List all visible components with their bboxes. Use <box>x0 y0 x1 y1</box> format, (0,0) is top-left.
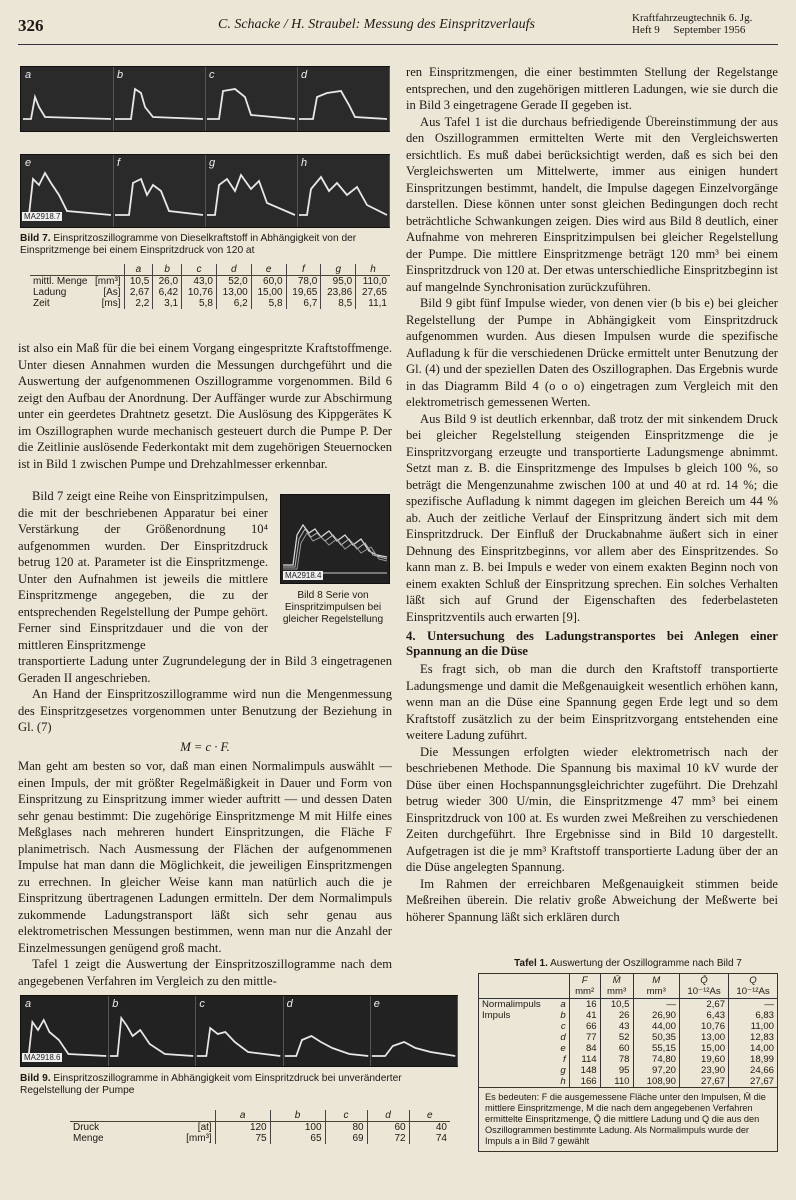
figure-9-panel-b <box>108 996 196 1066</box>
figure-9-oscillograms <box>20 995 458 1067</box>
right-column <box>406 64 778 925</box>
table-row <box>479 1032 777 1043</box>
figure-7-panel-f <box>113 155 206 227</box>
tafel-cell: 114 <box>569 1054 600 1065</box>
tafel-cell: 23,90 <box>680 1065 729 1076</box>
tafel-row-label: d <box>560 1032 566 1043</box>
figure-7-table-cell: 5,8 <box>182 298 217 309</box>
figure-9-table-column-header: d <box>367 1110 409 1122</box>
tafel-row-label: Impuls b <box>482 1010 566 1021</box>
figure-7-caption-text: Einspritzoszillogramme von Dieselkraftstoff in Abhängigkeit von der Einspritzmenge bei einem Einspritzdruck von 120 at <box>20 233 357 256</box>
tafel-cell: 77 <box>569 1032 600 1043</box>
figure-9-table-row-label: Menge [mm³] <box>73 1133 212 1144</box>
paragraph: Aus Tafel 1 ist die durchaus befriedigende Übereinstimmung der aus den Oszillogrammen ermittelten Werte mit den Vergleichswerten ersichtlich. Es muß dabei berücksichtigt werden, daß es sich bei den Vergleichswerten um Mittelwerte, immer aus einigen hundert Einspritzungen bestimmt, handelt, die Impulse dagegen Einzelvorgänge darstellen. Diese können unter sonst gleichen Bedingungen doch recht beträchtliche Schwankungen zeigen. Dies wird aus Bild 8 deutlich, einer Aufnahme von mehreren Einspritzimpulsen bei gleicher Regelstellung der Pumpe. Die mittlere Einspritzmenge beträgt 120 mm³ bei einem Einspritzdruck von 120 at. Der etwas unterschiedliche Einspritzbeginn ist auf mangelnde Synchronisation zurückzuführen. <box>406 114 778 294</box>
figure-7-table-cell: 60,0 <box>251 276 286 288</box>
figure-7-table-cell: 110,0 <box>356 276 390 288</box>
table-row <box>479 999 777 1011</box>
figure-7-table-cell: 6,2 <box>216 298 251 309</box>
figure-7-table-cell: 52,0 <box>216 276 251 288</box>
table-row <box>479 1021 777 1032</box>
figure-8-caption: Bild 8 Serie von Einspritzimpulsen bei gleicher Regelstellung <box>282 590 384 625</box>
tafel-row-label: Normalimpuls a <box>482 999 566 1010</box>
figure-9-panel-label: e <box>373 998 380 1010</box>
tafel-cell: 6,83 <box>729 1010 777 1021</box>
tafel-1-title <box>478 958 778 969</box>
tafel-cell: 2,67 <box>680 999 729 1011</box>
figure-7-panel-label: a <box>25 69 32 81</box>
figure-7-table-row-label: Zeit [ms] <box>33 298 121 309</box>
table-row <box>70 1133 450 1144</box>
figure-9-table-cell: 74 <box>409 1133 450 1144</box>
figure-7-table-column-header: b <box>153 264 182 276</box>
tafel-cell: 26 <box>600 1010 633 1021</box>
tafel-cell: 84 <box>569 1043 600 1054</box>
figure-9-table-column-header: c <box>325 1110 367 1122</box>
figure-7-plate-number: MA2918.7 <box>24 212 61 221</box>
figure-7-table-cell: 78,0 <box>286 276 321 288</box>
paragraph: Bild 9 gibt fünf Impulse wieder, von denen vier (b bis e) bei gleicher Regelstellung der Pumpe in Abhängigkeit vom Einspritzdruck aufgenommen wurden. Aus diesen Impulsen wurde die spezifische Aufladung k für die verschiedenen Drücke ermittelt unter Benutzung der Gl. (4) und der speziellen Daten des Oszillographen. Das Ergebnis wurde in das Diagramm Bild 4 (o o o) eingetragen zum Vergleich mit den elektrometrisch gemessenen Werten. <box>406 296 778 409</box>
tafel-cell: 60 <box>600 1043 633 1054</box>
figure-9-panel-c <box>195 996 283 1066</box>
figure-9-table-cell: 72 <box>367 1133 409 1144</box>
figure-7-panel-label: d <box>301 69 308 81</box>
figure-9-table-cell: 80 <box>325 1122 367 1134</box>
figure-7-table-column-header: h <box>356 264 390 276</box>
tafel-cell: 78 <box>600 1054 633 1065</box>
figure-7-panel-label: h <box>301 157 308 169</box>
tafel-cell: 19,60 <box>680 1054 729 1065</box>
tafel-row-label: c <box>560 1021 566 1032</box>
running-title: C. Schacke / H. Straubel: Messung des Einspritzverlaufs <box>218 17 535 32</box>
tafel-header-empty <box>479 974 569 999</box>
figure-9-panel-label: c <box>199 998 205 1010</box>
paragraph: ist also ein Maß für die bei einem Vorgang eingespritzte Kraftstoffmenge. Unter diesen Annahmen wurden die Messungen durchgeführt und die Auswertung der aufgenommenen Oszillogramme vorgenommen. Bild 6 zeigt den Aufbau der Anordnung. Der Auffänger wurde zur Abschirmung unter ein geerdetes Drahtnetz gesetzt. Die Auslösung des Kippgerätes K im Oszillographen wurde mechanisch gesteuert durch die Pumpe P. Der die Zeitlinie auslösende Federkontakt mit dem zugehörigen Steuernocken ist in Bild 1 zwischen Pumpe und Drehzahlmesser erkennbar. <box>18 341 392 471</box>
tafel-cell: 52 <box>600 1032 633 1043</box>
tafel-cell: 18,99 <box>729 1054 777 1065</box>
figure-7-table-column-header: f <box>286 264 321 276</box>
tafel-cell: 27,67 <box>729 1076 777 1087</box>
figure-9-panel-e <box>370 996 458 1066</box>
figure-7-panel-a <box>21 67 114 131</box>
figure-9-caption <box>20 1073 460 1097</box>
figure-7-oscillograms <box>20 66 388 226</box>
left-column <box>18 340 392 472</box>
figure-7-panel-label: c <box>209 69 215 81</box>
page-header <box>18 10 778 45</box>
tafel-cell: 74,80 <box>633 1054 680 1065</box>
tafel-cell: 10,5 <box>600 999 633 1011</box>
figure-9-label: Bild 9. <box>20 1073 51 1084</box>
figure-8-plate-number: MA2918.4 <box>285 571 322 580</box>
figure-9-table-column-header: a <box>215 1110 270 1122</box>
figure-9-table-column-header: e <box>409 1110 450 1122</box>
tafel-cell: 15,00 <box>680 1043 729 1054</box>
table-row <box>30 298 390 309</box>
figure-7-panel-g <box>205 155 298 227</box>
figure-7-table-cell: 19,65 <box>286 287 321 298</box>
tafel-row-label: g <box>560 1065 566 1076</box>
figure-7-table-cell: 3,1 <box>153 298 182 309</box>
tafel-cell: 50,35 <box>633 1032 680 1043</box>
tafel-cell: 43 <box>600 1021 633 1032</box>
figure-7-table-cell: 10,76 <box>182 287 217 298</box>
figure-9-table <box>70 1110 450 1144</box>
figure-9-caption-text: Einspritzoszillogramme in Abhängigkeit vom Einspritzdruck bei unveränderter Regelstellung der Pumpe <box>20 1073 402 1096</box>
tafel-cell: 66 <box>569 1021 600 1032</box>
tafel-cell: 13,00 <box>680 1032 729 1043</box>
tafel-1-box <box>478 973 778 1152</box>
tafel-1 <box>478 958 778 1152</box>
figure-7-panel-label: f <box>117 157 121 169</box>
figure-9-panel-label: d <box>286 998 293 1010</box>
table-row <box>479 1065 777 1076</box>
figure-7-label: Bild 7. <box>20 233 51 244</box>
formula: M = c · F. <box>180 739 230 754</box>
figure-7-panel-label: b <box>117 69 124 81</box>
figure-7-table-column-header: c <box>182 264 217 276</box>
tafel-cell: 27,67 <box>680 1076 729 1087</box>
page-number: 326 <box>18 16 44 35</box>
figure-7-table-column-header: g <box>321 264 356 276</box>
tafel-cell: 55,15 <box>633 1043 680 1054</box>
figure-7-table-cell: 26,0 <box>153 276 182 288</box>
tafel-row-label: f <box>563 1054 566 1065</box>
figure-9-panel-d <box>283 996 371 1066</box>
paragraph: transportierte Ladung unter Zugrundelegung der in Bild 3 eingetragenen Geraden II angeschrieben. <box>18 654 392 685</box>
tafel-cell: 26,90 <box>633 1010 680 1021</box>
paragraph: Man geht am besten so vor, daß man einen Normalimpuls auswählt — einen Impuls, der mit größter Regelmäßigkeit in Dauer und Form von Einspritzung zu Einspritzung immer wieder auftritt — und dessen Daten sehr genau bestimmt: Die zugehörige Einspritzmenge M mit Hilfe eines Meßglases nach mehreren hundert Einspritzungen, die Fläche F planimetrisch. Nach Ausmessung der Flächen der aufgenommenen Impulse hat man dann die Möglichkeit, die jeweiligen Einspritzmengen zu errechnen. In gleicher Weise kann man natürlich auch die je Einspritzung übertragenen Ladungen ermitteln. Der dem Normalimpuls zukommende Ladungstransport läßt sich sehr genau aus elektrometrischen Messungen bestimmen, wenn man nur die Anzahl der Einzelmessungen genügend groß macht. <box>18 759 392 955</box>
figure-9-plate-number: MA2918.6 <box>24 1053 61 1062</box>
table-row <box>479 1076 777 1087</box>
figure-7-panel-h <box>297 155 390 227</box>
tafel-1-table <box>479 974 777 1087</box>
figure-7-table-cell: 6,7 <box>286 298 321 309</box>
figure-7-table-cell: 13,00 <box>216 287 251 298</box>
paragraph: Bild 7 zeigt eine Reihe von Einspritzimpulsen, die mit der beschriebenen Apparatur bei einer Verstärkung der Größenordnung 10⁴ aufgenommen wurden. Der Einspritzdruck betrug 120 at. Parameter ist die Einspritzmenge. Unter den Aufnahmen ist jeweils die mittlere Einspritzmenge angegeben, die zu der entsprechenden Regelstellung der Pumpe gehört. Ferner sind Einspritzdauer und die von der mittleren Einspritzmenge <box>18 489 268 652</box>
tafel-cell: 41 <box>569 1010 600 1021</box>
figure-7-table-cell: 11,1 <box>356 298 390 309</box>
tafel-1-title-text: Auswertung der Oszillogramme nach Bild 7 <box>550 958 742 969</box>
figure-9-table-column-header: b <box>270 1110 325 1122</box>
figure-9-table-cell: 60 <box>367 1122 409 1134</box>
figure-7-table-column-header: e <box>251 264 286 276</box>
tafel-cell: 95 <box>600 1065 633 1076</box>
figure-8-photo <box>280 494 390 584</box>
figure-7-panel-label: e <box>25 157 32 169</box>
journal-line-1: Kraftfahrzeugtechnik 6. Jg. <box>632 12 753 24</box>
figure-7-table-column-header: a <box>124 264 153 276</box>
tafel-column-header: Q̄ 10⁻¹²As <box>680 974 729 999</box>
tafel-cell: 24,66 <box>729 1065 777 1076</box>
figure-7-table-cell: 23,86 <box>321 287 356 298</box>
tafel-column-header: M̄ mm³ <box>600 974 633 999</box>
figure-7-table-header-empty <box>30 264 124 276</box>
figure-7-panel-d <box>297 67 390 131</box>
tafel-cell: 11,00 <box>729 1021 777 1032</box>
figure-7-panel-b <box>113 67 206 131</box>
tafel-cell: — <box>729 999 777 1011</box>
paragraph: Tafel 1 zeigt die Auswertung der Einspritzoszillogramme nach dem angegebenen Verfahren im Vergleich zu den mittle- <box>18 957 392 988</box>
table-row <box>479 1043 777 1054</box>
paragraph: An Hand der Einspritzoszillogramme wird nun die Mengenmessung des Einspritzgesetzes vorgenommen unter Benutzung der Beziehung in Gl. (7) <box>18 687 392 734</box>
figure-9-table-cell: 100 <box>270 1122 325 1134</box>
paragraph: Aus Bild 9 ist deutlich erkennbar, daß trotz der mit sinkendem Druck bei gleicher Regelstellung steigenden Einspritzmenge die je Einspritzvorgang erzeugte und transportierte Ladungsmenge abnimmt. Setzt man z. B. die Einspritzmenge des Impulses b gleich 100 %, so beträgt die Mengenzunahme zwischen 100 at und 40 at rd. 14 %; die spezifische Aufladung k nimmt dagegen im gleichen Bereich um 44 % ab. Auch der zeitliche Verlauf der Einspritzung ändert sich mit dem Einspritzdruck. Der Einfluß der Druckabnahme äußert sich in einer Dehnung des Einspritzbeginns, vor allem aber des Einspritzendes. So kann man z. B. bei Impuls e weder von einem exakten Beginn noch von einem exakten Schluß der Einspritzung sprechen. Ein solches Verhalten läßt sich auf Grund der Eigenschaften des federbelasteten Einspritzventils auch erwarten [9]. <box>406 411 778 624</box>
journal-line-2: Heft 9 September 1956 <box>632 24 746 36</box>
tafel-cell: 12,83 <box>729 1032 777 1043</box>
left-column-cont <box>18 653 392 989</box>
figure-7-panel-c <box>205 67 298 131</box>
figure-9-table-header-empty <box>70 1110 215 1122</box>
figure-7-table-cell: 2,2 <box>124 298 153 309</box>
table-row <box>479 1010 777 1021</box>
figure-9-table-cell: 69 <box>325 1133 367 1144</box>
paragraph: Im Rahmen der erreichbaren Meßgenauigkeit stimmen beide Meßreihen überein. Die relativ große Abweichung der Meßwerte bei höherer Spannung läßt sich erklären durch <box>406 876 778 924</box>
figure-9-panel-label: a <box>25 998 32 1010</box>
figure-7-table-cell: 27,65 <box>356 287 390 298</box>
tafel-cell: 97,20 <box>633 1065 680 1076</box>
tafel-cell: 6,43 <box>680 1010 729 1021</box>
paragraph: ren Einspritzmengen, die einer bestimmten Stellung der Regelstange entsprechen, und den zugehörigen mittleren Ladungen, wie sie durch die in Bild 3 eingetragene Gerade II gegeben ist. <box>406 65 778 112</box>
section-heading: 4. Untersuchung des Ladungstransportes bei Anlegen einer Spannung an die Düse <box>406 629 778 658</box>
tafel-cell: — <box>633 999 680 1011</box>
tafel-cell: 166 <box>569 1076 600 1087</box>
figure-7-table-cell: 6,42 <box>153 287 182 298</box>
figure-7-panel-label: g <box>209 157 216 169</box>
figure-9-table-cell: 75 <box>215 1133 270 1144</box>
figure-9-table-cell: 40 <box>409 1122 450 1134</box>
tafel-row-label: h <box>560 1076 566 1087</box>
tafel-column-header: Q 10⁻¹²As <box>729 974 777 999</box>
figure-7-table-cell: 15,00 <box>251 287 286 298</box>
tafel-column-header: F mm² <box>569 974 600 999</box>
figure-7-table-cell: 2,67 <box>124 287 153 298</box>
figure-7-table-row-label: mittl. Menge [mm³] <box>33 276 121 287</box>
tafel-column-header: M mm³ <box>633 974 680 999</box>
figure-7-table-cell: 43,0 <box>182 276 217 288</box>
paragraph: Die Messungen erfolgten wieder elektrometrisch nach der beschriebenen Methode. Die Spannung bis maximal 10 kV wurde der Düse über einen Hochspannungsgleichrichter zugeführt. Die Drehzahl betrug wieder 300 U/min, die Einspritzmenge 47 mm³ bei einem Einspritzdruck von 100 at. Es wurden zwei Meßreihen zu verschiedenen Zeiten durchgeführt. Ihre Ergebnisse sind in Bild 10 dargestellt. Aufgetragen ist die je mm³ Kraftstoff transportierte Ladung über der an die Düse angelegten Spannung. <box>406 744 778 874</box>
tafel-cell: 148 <box>569 1065 600 1076</box>
tafel-row-label: e <box>560 1043 566 1054</box>
tafel-cell: 110 <box>600 1076 633 1087</box>
tafel-cell: 108,90 <box>633 1076 680 1087</box>
left-column-wrap <box>18 488 268 653</box>
figure-9-table-row-label: Druck [at] <box>73 1122 212 1133</box>
figure-7-caption <box>20 233 390 257</box>
table-row <box>70 1122 450 1134</box>
figure-7-table-cell: 8,5 <box>321 298 356 309</box>
tafel-cell: 14,00 <box>729 1043 777 1054</box>
figure-7-table-row-label: Ladung [As] <box>33 287 121 298</box>
paragraph: Es fragt sich, ob man die durch den Kraftstoff transportierte Ladungsmenge und damit die Meßgenauigkeit wesentlich erhöhen kann, wenn man an die Düse eine Spannung gegen Erde legt und so dem Kraftstoff zusätzlich zu der beim Einspritzvorgang entstehenden eine weitere Ladung zuführt. <box>406 662 778 742</box>
figure-7-table-cell: 5,8 <box>251 298 286 309</box>
tafel-1-note: Es bedeuten: F die ausgemessene Fläche unter den Impulsen, M̄ die mittlere Einspritzmenge, M die nach dem angegebenen Verfahren ermittelte Einspritzmenge, Q̄ die mittlere Ladung und Q die aus den Oszillogrammen bestimmte Ladung. Als Normalimpuls wurde der Impuls a in Bild 7 gewählt <box>479 1087 777 1151</box>
table-row <box>30 276 390 288</box>
figure-7-table-cell: 95,0 <box>321 276 356 288</box>
figure-7-table-column-header: d <box>216 264 251 276</box>
figure-7-table-cell: 10,5 <box>124 276 153 288</box>
figure-9-table-cell: 65 <box>270 1133 325 1144</box>
table-row <box>30 287 390 298</box>
tafel-cell: 16 <box>569 999 600 1011</box>
figure-7-table <box>30 264 390 309</box>
table-row <box>479 1054 777 1065</box>
figure-9-table-cell: 120 <box>215 1122 270 1134</box>
journal-info <box>632 12 778 36</box>
tafel-cell: 10,76 <box>680 1021 729 1032</box>
tafel-cell: 44,00 <box>633 1021 680 1032</box>
tafel-1-label: Tafel 1. <box>514 958 548 969</box>
figure-9-panel-label: b <box>112 998 119 1010</box>
